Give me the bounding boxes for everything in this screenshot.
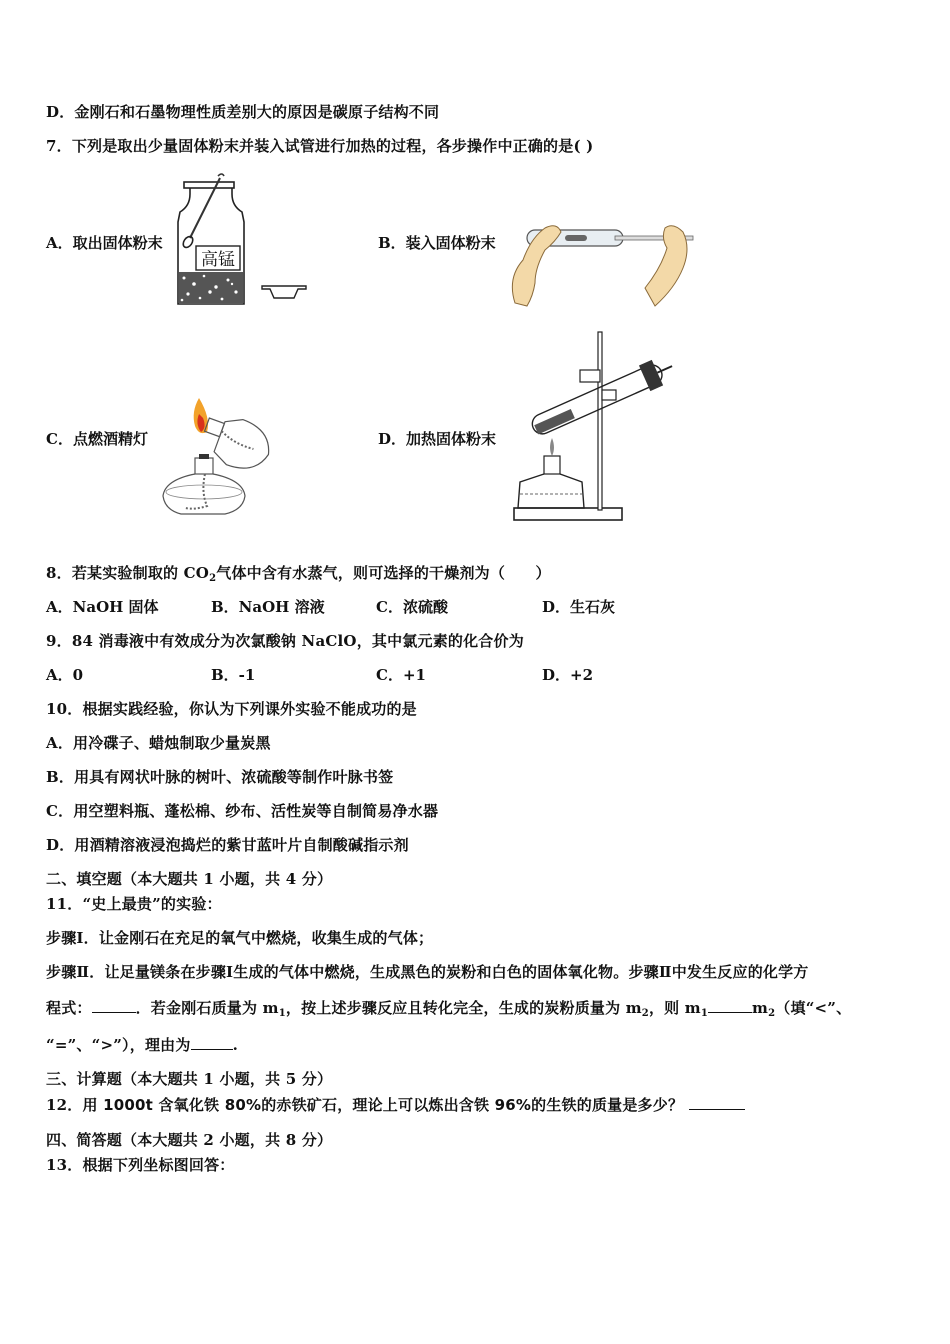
q6-option-d: D．金刚石和石墨物理性质差别大的原因是碳原子结构不同 — [46, 103, 440, 121]
heating-apparatus-figure — [510, 326, 680, 526]
q11-text: ．若金刚石质量为 m — [135, 999, 279, 1017]
q7-option-c-label: C．点燃酒精灯 — [46, 430, 148, 448]
q8-options — [46, 597, 906, 617]
q8-stem — [46, 563, 551, 589]
q11-text: m — [752, 999, 769, 1017]
q11-stem: 11．“史上最贵”的实验： — [46, 895, 222, 913]
q12-text: 1000t — [103, 1096, 154, 1114]
q11-step-2-line-2 — [46, 998, 851, 1024]
reagent-bottle-with-spoon-icon — [172, 172, 312, 307]
q11-text: “=”、“>”），理由为 — [46, 1036, 191, 1054]
q11-text: 程式： — [46, 999, 92, 1017]
q11-text: ，按上述步骤反应且转化完全，生成的炭粉质量为 m — [285, 999, 642, 1017]
q10-stem: 10．根据实践经验，你认为下列课外实验不能成功的是 — [46, 700, 417, 718]
q8-option-c: C．浓硫酸 — [376, 598, 448, 616]
lighting-alcohol-lamp-icon — [155, 392, 285, 524]
q12-text: 的生铁的质量是多少？ — [531, 1096, 684, 1114]
q9-options — [46, 665, 906, 685]
q12-text: 12．用 — [46, 1096, 104, 1114]
q9-stem: 9．84 消毒液中有效成分为次氯酸钠 NaClO，其中氯元素的化合价为 — [46, 632, 524, 650]
q8-stem-suffix: 气体中含有水蒸气，则可选择的干燥剂为（ ） — [216, 564, 551, 582]
answer-blank-equation[interactable] — [92, 998, 136, 1013]
hands-test-tube-figure — [505, 208, 695, 308]
section-4-heading: 四、简答题（本大题共 2 小题，共 8 分） — [46, 1131, 333, 1149]
q11-step-2-line-1: 步骤Ⅱ．让足量镁条在步骤Ⅰ生成的气体中燃烧，生成黑色的炭粉和白色的固体氧化物。步骤Ⅱ中发生反应的化学方 — [46, 963, 809, 981]
q11-step-2-line-3 — [46, 1035, 238, 1055]
q10-option-a: A．用冷碟子、蜡烛制取少量炭黑 — [46, 734, 271, 752]
q13-stem: 13．根据下列坐标图回答： — [46, 1156, 235, 1174]
q12-text: 含氧化铁 — [153, 1096, 225, 1114]
q10-option-c: C．用空塑料瓶、蓬松棉、纱布、活性炭等自制简易净水器 — [46, 802, 439, 820]
answer-blank-comparison[interactable] — [708, 998, 752, 1013]
q7-option-b-label: B．装入固体粉末 — [378, 234, 496, 252]
alcohol-lamp-figure — [155, 392, 285, 524]
section-2-heading: 二、填空题（本大题共 1 小题，共 4 分） — [46, 870, 333, 888]
subscript: 1 — [278, 1008, 286, 1019]
section-3-heading: 三、计算题（本大题共 1 小题，共 5 分） — [46, 1070, 333, 1088]
q11-text: ，则 m — [648, 999, 701, 1017]
q7-option-d-label: D．加热固体粉末 — [378, 430, 497, 448]
q12-text: 96% — [494, 1096, 532, 1114]
subscript: 1 — [700, 1008, 709, 1019]
q8-option-b: B．NaOH 溶液 — [211, 598, 325, 616]
q7-stem: 7．下列是取出少量固体粉末并装入试管进行加热的过程，各步操作中正确的是( ) — [46, 137, 594, 155]
reagent-bottle-figure — [172, 172, 312, 307]
subscript: 2 — [768, 1008, 776, 1019]
answer-blank-q12[interactable] — [689, 1095, 745, 1110]
answer-blank-reason[interactable] — [191, 1035, 233, 1050]
q7-option-a-label: A．取出固体粉末 — [46, 234, 163, 252]
hands-holding-test-tube-icon — [505, 208, 695, 308]
q12-text: 的赤铁矿石，理论上可以炼出含铁 — [261, 1096, 495, 1114]
q9-option-a: A．0 — [46, 666, 84, 684]
q8-option-d: D．生石灰 — [542, 598, 616, 616]
q8-stem-prefix: 8．若某实验制取的 CO — [46, 564, 210, 582]
q10-option-b: B．用具有网状叶脉的树叶、浓硫酸等制作叶脉书签 — [46, 768, 394, 786]
q9-option-d: D．+2 — [542, 666, 594, 684]
q9-option-c: C．+1 — [376, 666, 426, 684]
q12-stem — [46, 1095, 745, 1115]
q11-step-1: 步骤Ⅰ．让金刚石在充足的氧气中燃烧，收集生成的气体； — [46, 929, 434, 947]
q8-stem-subscript: 2 — [209, 573, 217, 584]
q11-text: （填“<”、 — [775, 999, 852, 1017]
q11-text: . — [232, 1036, 238, 1054]
q12-text: 80% — [224, 1096, 262, 1114]
subscript: 2 — [641, 1008, 649, 1019]
bottle-label-text: 高锰 — [201, 250, 235, 270]
q10-option-d: D．用酒精溶液浸泡捣烂的紫甘蓝叶片自制酸碱指示剂 — [46, 836, 409, 854]
test-tube-on-iron-stand-icon — [510, 326, 680, 526]
q9-option-b: B．-1 — [211, 666, 256, 684]
q8-option-a: A．NaOH 固体 — [46, 598, 159, 616]
